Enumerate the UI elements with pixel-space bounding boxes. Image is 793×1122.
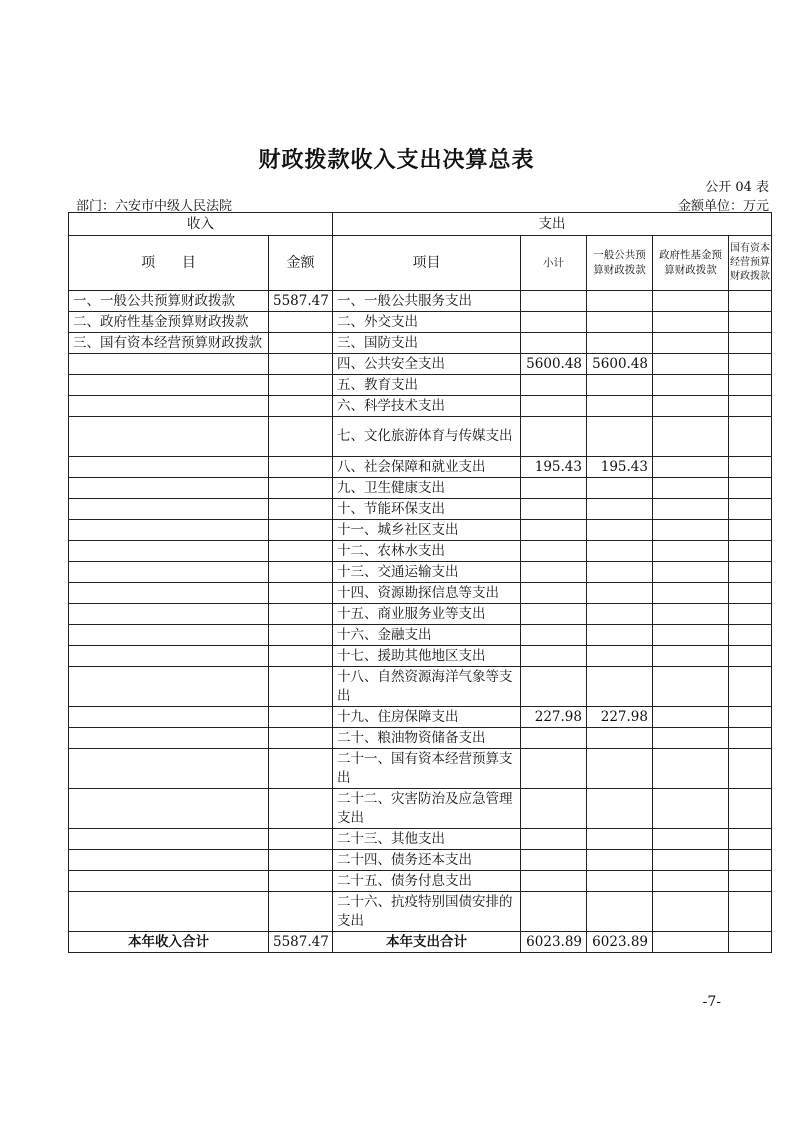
general-budget-cell: 195.43 xyxy=(587,457,653,478)
general-budget-cell: 227.98 xyxy=(587,707,653,728)
gov-fund-header: 政府性基金预算财政拨款 xyxy=(653,236,729,291)
income-amount-cell xyxy=(269,892,333,932)
table-row xyxy=(69,667,772,707)
gov-fund-total xyxy=(653,932,729,953)
gov-fund-cell xyxy=(653,478,729,499)
state-capital-cell xyxy=(729,541,772,562)
gov-fund-cell xyxy=(653,520,729,541)
income-item-cell: 一、一般公共预算财政拨款 xyxy=(69,291,269,312)
gov-fund-cell xyxy=(653,707,729,728)
general-budget-cell xyxy=(587,789,653,829)
subtotal-cell: 195.43 xyxy=(521,457,587,478)
gov-fund-cell xyxy=(653,333,729,354)
income-amount-cell xyxy=(269,520,333,541)
general-budget-cell xyxy=(587,333,653,354)
expense-item-cell: 二十三、其他支出 xyxy=(333,829,521,850)
gov-fund-cell xyxy=(653,728,729,749)
gov-fund-cell xyxy=(653,871,729,892)
expense-item-cell: 七、文化旅游体育与传媒支出 xyxy=(333,417,521,457)
general-budget-cell xyxy=(587,728,653,749)
general-budget-cell: 5600.48 xyxy=(587,354,653,375)
state-capital-cell xyxy=(729,499,772,520)
income-item-cell xyxy=(69,354,269,375)
table-row xyxy=(69,625,772,646)
expense-item-cell: 二十一、国有资本经营预算支出 xyxy=(333,749,521,789)
expense-header: 支出 xyxy=(333,213,772,236)
general-budget-cell xyxy=(587,871,653,892)
general-budget-cell xyxy=(587,396,653,417)
expense-item-cell: 十九、住房保障支出 xyxy=(333,707,521,728)
subtotal-cell xyxy=(521,789,587,829)
income-item-cell xyxy=(69,850,269,871)
expense-item-cell: 二十、粮油物资储备支出 xyxy=(333,728,521,749)
page-number: -7- xyxy=(702,994,721,1010)
table-row xyxy=(69,478,772,499)
income-amount-cell xyxy=(269,375,333,396)
state-capital-cell xyxy=(729,625,772,646)
income-amount-cell xyxy=(269,354,333,375)
state-capital-cell xyxy=(729,520,772,541)
income-amount-cell xyxy=(269,478,333,499)
subtotal-cell xyxy=(521,291,587,312)
table-row xyxy=(69,583,772,604)
subtotal-cell xyxy=(521,417,587,457)
table-row xyxy=(69,604,772,625)
income-header: 收入 xyxy=(69,213,333,236)
state-capital-cell xyxy=(729,417,772,457)
subtotal-cell xyxy=(521,562,587,583)
subtotal-cell xyxy=(521,625,587,646)
gov-fund-cell xyxy=(653,417,729,457)
table-row xyxy=(69,375,772,396)
table-row xyxy=(69,541,772,562)
table-row xyxy=(69,728,772,749)
table-row xyxy=(69,646,772,667)
state-capital-cell xyxy=(729,871,772,892)
income-amount-cell xyxy=(269,646,333,667)
income-item-cell xyxy=(69,604,269,625)
expense-item-cell: 六、科学技术支出 xyxy=(333,396,521,417)
general-budget-cell xyxy=(587,312,653,333)
expense-item-cell: 八、社会保障和就业支出 xyxy=(333,457,521,478)
state-capital-cell xyxy=(729,396,772,417)
general-budget-header: 一般公共预算财政拨款 xyxy=(587,236,653,291)
general-budget-cell xyxy=(587,604,653,625)
subtotal-total: 6023.89 xyxy=(521,932,587,953)
state-capital-cell xyxy=(729,789,772,829)
amount-header: 金额 xyxy=(269,236,333,291)
state-capital-cell xyxy=(729,291,772,312)
department-label: 部门：六安市中级人民法院 xyxy=(76,199,233,214)
subtotal-cell xyxy=(521,520,587,541)
income-amount-cell xyxy=(269,829,333,850)
state-capital-cell xyxy=(729,604,772,625)
income-item-cell xyxy=(69,396,269,417)
expense-item-cell: 二十五、债务付息支出 xyxy=(333,871,521,892)
gov-fund-cell xyxy=(653,625,729,646)
form-number: 公开 04 表 xyxy=(705,180,769,195)
general-budget-cell xyxy=(587,829,653,850)
amount-unit-label: 金额单位：万元 xyxy=(677,199,769,214)
state-capital-total xyxy=(729,932,772,953)
gov-fund-cell xyxy=(653,829,729,850)
expense-item-cell: 十一、城乡社区支出 xyxy=(333,520,521,541)
subtotal-cell xyxy=(521,499,587,520)
general-budget-cell xyxy=(587,291,653,312)
gov-fund-cell xyxy=(653,499,729,520)
general-budget-cell xyxy=(587,625,653,646)
state-capital-cell xyxy=(729,829,772,850)
subtotal-cell xyxy=(521,478,587,499)
expense-item-cell: 十八、自然资源海洋气象等支出 xyxy=(333,667,521,707)
income-amount-cell xyxy=(269,457,333,478)
expense-item-cell: 十五、商业服务业等支出 xyxy=(333,604,521,625)
subtotal-cell xyxy=(521,667,587,707)
gov-fund-cell xyxy=(653,354,729,375)
expense-item-cell: 二十六、抗疫特别国债安排的支出 xyxy=(333,892,521,932)
table-row xyxy=(69,749,772,789)
table-row xyxy=(69,850,772,871)
subtotal-header: 小计 xyxy=(521,236,587,291)
table-row xyxy=(69,396,772,417)
gov-fund-cell xyxy=(653,646,729,667)
subtotal-cell: 5600.48 xyxy=(521,354,587,375)
subtotal-cell xyxy=(521,396,587,417)
income-item-cell xyxy=(69,417,269,457)
table-row xyxy=(69,562,772,583)
income-item-cell: 三、国有资本经营预算财政拨款 xyxy=(69,333,269,354)
income-amount-cell xyxy=(269,396,333,417)
income-item-cell xyxy=(69,625,269,646)
income-amount-cell xyxy=(269,583,333,604)
income-item-cell xyxy=(69,871,269,892)
gov-fund-cell xyxy=(653,457,729,478)
header-row-columns xyxy=(69,236,772,291)
state-capital-cell xyxy=(729,667,772,707)
gov-fund-cell xyxy=(653,291,729,312)
general-budget-cell xyxy=(587,583,653,604)
income-amount-cell xyxy=(269,871,333,892)
general-budget-total: 6023.89 xyxy=(587,932,653,953)
income-item-cell xyxy=(69,646,269,667)
table-row xyxy=(69,499,772,520)
income-item-header: 项 目 xyxy=(69,236,269,291)
income-amount-cell xyxy=(269,625,333,646)
income-item-cell xyxy=(69,667,269,707)
state-capital-cell xyxy=(729,850,772,871)
state-capital-cell xyxy=(729,892,772,932)
expense-item-cell: 五、教育支出 xyxy=(333,375,521,396)
state-capital-cell xyxy=(729,478,772,499)
expense-item-cell: 十三、交通运输支出 xyxy=(333,562,521,583)
general-budget-cell xyxy=(587,646,653,667)
expense-item-cell: 十六、金融支出 xyxy=(333,625,521,646)
general-budget-cell xyxy=(587,520,653,541)
income-item-cell xyxy=(69,520,269,541)
report-title: 财政拨款收入支出决算总表 xyxy=(258,148,535,173)
income-item-cell xyxy=(69,478,269,499)
subtotal-cell xyxy=(521,604,587,625)
income-item-cell xyxy=(69,728,269,749)
table-row xyxy=(69,789,772,829)
subtotal-cell xyxy=(521,375,587,396)
subtotal-cell xyxy=(521,333,587,354)
state-capital-cell xyxy=(729,646,772,667)
state-capital-cell xyxy=(729,562,772,583)
table-row xyxy=(69,417,772,457)
income-amount-cell xyxy=(269,850,333,871)
income-item-cell xyxy=(69,583,269,604)
income-amount-cell xyxy=(269,499,333,520)
subtotal-cell xyxy=(521,728,587,749)
table-row xyxy=(69,312,772,333)
state-capital-cell xyxy=(729,707,772,728)
income-item-cell xyxy=(69,375,269,396)
income-amount-cell xyxy=(269,667,333,707)
subtotal-cell xyxy=(521,829,587,850)
subtotal-cell xyxy=(521,892,587,932)
subtotal-cell xyxy=(521,583,587,604)
income-item-cell xyxy=(69,707,269,728)
budget-summary-table xyxy=(68,212,772,953)
expense-item-cell: 二、外交支出 xyxy=(333,312,521,333)
gov-fund-cell xyxy=(653,541,729,562)
expense-item-cell: 十二、农林水支出 xyxy=(333,541,521,562)
income-item-cell xyxy=(69,829,269,850)
state-capital-cell xyxy=(729,583,772,604)
gov-fund-cell xyxy=(653,850,729,871)
income-amount-cell xyxy=(269,707,333,728)
income-item-cell xyxy=(69,789,269,829)
table-row xyxy=(69,354,772,375)
state-capital-cell xyxy=(729,749,772,789)
subtotal-cell xyxy=(521,646,587,667)
subtotal-cell xyxy=(521,312,587,333)
income-amount-cell xyxy=(269,789,333,829)
expense-item-cell: 十七、援助其他地区支出 xyxy=(333,646,521,667)
table-row xyxy=(69,829,772,850)
general-budget-cell xyxy=(587,541,653,562)
gov-fund-cell xyxy=(653,396,729,417)
income-total-amount: 5587.47 xyxy=(269,932,333,953)
gov-fund-cell xyxy=(653,583,729,604)
subtotal-cell: 227.98 xyxy=(521,707,587,728)
income-amount-cell: 5587.47 xyxy=(269,291,333,312)
income-amount-cell xyxy=(269,312,333,333)
table-row xyxy=(69,520,772,541)
expense-item-cell: 十、节能环保支出 xyxy=(333,499,521,520)
table-row xyxy=(69,892,772,932)
income-item-cell xyxy=(69,457,269,478)
income-amount-cell xyxy=(269,749,333,789)
income-item-cell xyxy=(69,562,269,583)
income-amount-cell xyxy=(269,728,333,749)
expense-item-cell: 十四、资源勘探信息等支出 xyxy=(333,583,521,604)
income-amount-cell xyxy=(269,541,333,562)
gov-fund-cell xyxy=(653,562,729,583)
income-amount-cell xyxy=(269,562,333,583)
expense-item-cell: 二十四、债务还本支出 xyxy=(333,850,521,871)
gov-fund-cell xyxy=(653,892,729,932)
gov-fund-cell xyxy=(653,604,729,625)
income-item-cell xyxy=(69,499,269,520)
income-item-cell: 二、政府性基金预算财政拨款 xyxy=(69,312,269,333)
subtotal-cell xyxy=(521,541,587,562)
table-row xyxy=(69,707,772,728)
expense-item-header: 项目 xyxy=(333,236,521,291)
general-budget-cell xyxy=(587,892,653,932)
subtotal-cell xyxy=(521,871,587,892)
gov-fund-cell xyxy=(653,789,729,829)
general-budget-cell xyxy=(587,375,653,396)
state-capital-header: 国有资本经营预算财政拨款 xyxy=(729,236,772,291)
general-budget-cell xyxy=(587,478,653,499)
income-amount-cell xyxy=(269,604,333,625)
expense-item-cell: 九、卫生健康支出 xyxy=(333,478,521,499)
income-amount-cell xyxy=(269,333,333,354)
expense-item-cell: 四、公共安全支出 xyxy=(333,354,521,375)
expense-item-cell: 二十二、灾害防治及应急管理支出 xyxy=(333,789,521,829)
header-row-groups xyxy=(69,213,772,236)
expense-item-cell: 三、国防支出 xyxy=(333,333,521,354)
subtotal-cell xyxy=(521,749,587,789)
general-budget-cell xyxy=(587,667,653,707)
income-item-cell xyxy=(69,892,269,932)
income-item-cell xyxy=(69,749,269,789)
expense-total-label: 本年支出合计 xyxy=(333,932,521,953)
table-row xyxy=(69,333,772,354)
total-row xyxy=(69,932,772,953)
gov-fund-cell xyxy=(653,375,729,396)
table-row xyxy=(69,457,772,478)
state-capital-cell xyxy=(729,354,772,375)
table-row xyxy=(69,291,772,312)
state-capital-cell xyxy=(729,375,772,396)
general-budget-cell xyxy=(587,417,653,457)
general-budget-cell xyxy=(587,749,653,789)
income-total-label: 本年收入合计 xyxy=(69,932,269,953)
expense-item-cell: 一、一般公共服务支出 xyxy=(333,291,521,312)
table-row xyxy=(69,871,772,892)
general-budget-cell xyxy=(587,499,653,520)
state-capital-cell xyxy=(729,312,772,333)
gov-fund-cell xyxy=(653,312,729,333)
gov-fund-cell xyxy=(653,749,729,789)
general-budget-cell xyxy=(587,850,653,871)
income-amount-cell xyxy=(269,417,333,457)
state-capital-cell xyxy=(729,457,772,478)
general-budget-cell xyxy=(587,562,653,583)
state-capital-cell xyxy=(729,728,772,749)
income-item-cell xyxy=(69,541,269,562)
gov-fund-cell xyxy=(653,667,729,707)
subtotal-cell xyxy=(521,850,587,871)
state-capital-cell xyxy=(729,333,772,354)
